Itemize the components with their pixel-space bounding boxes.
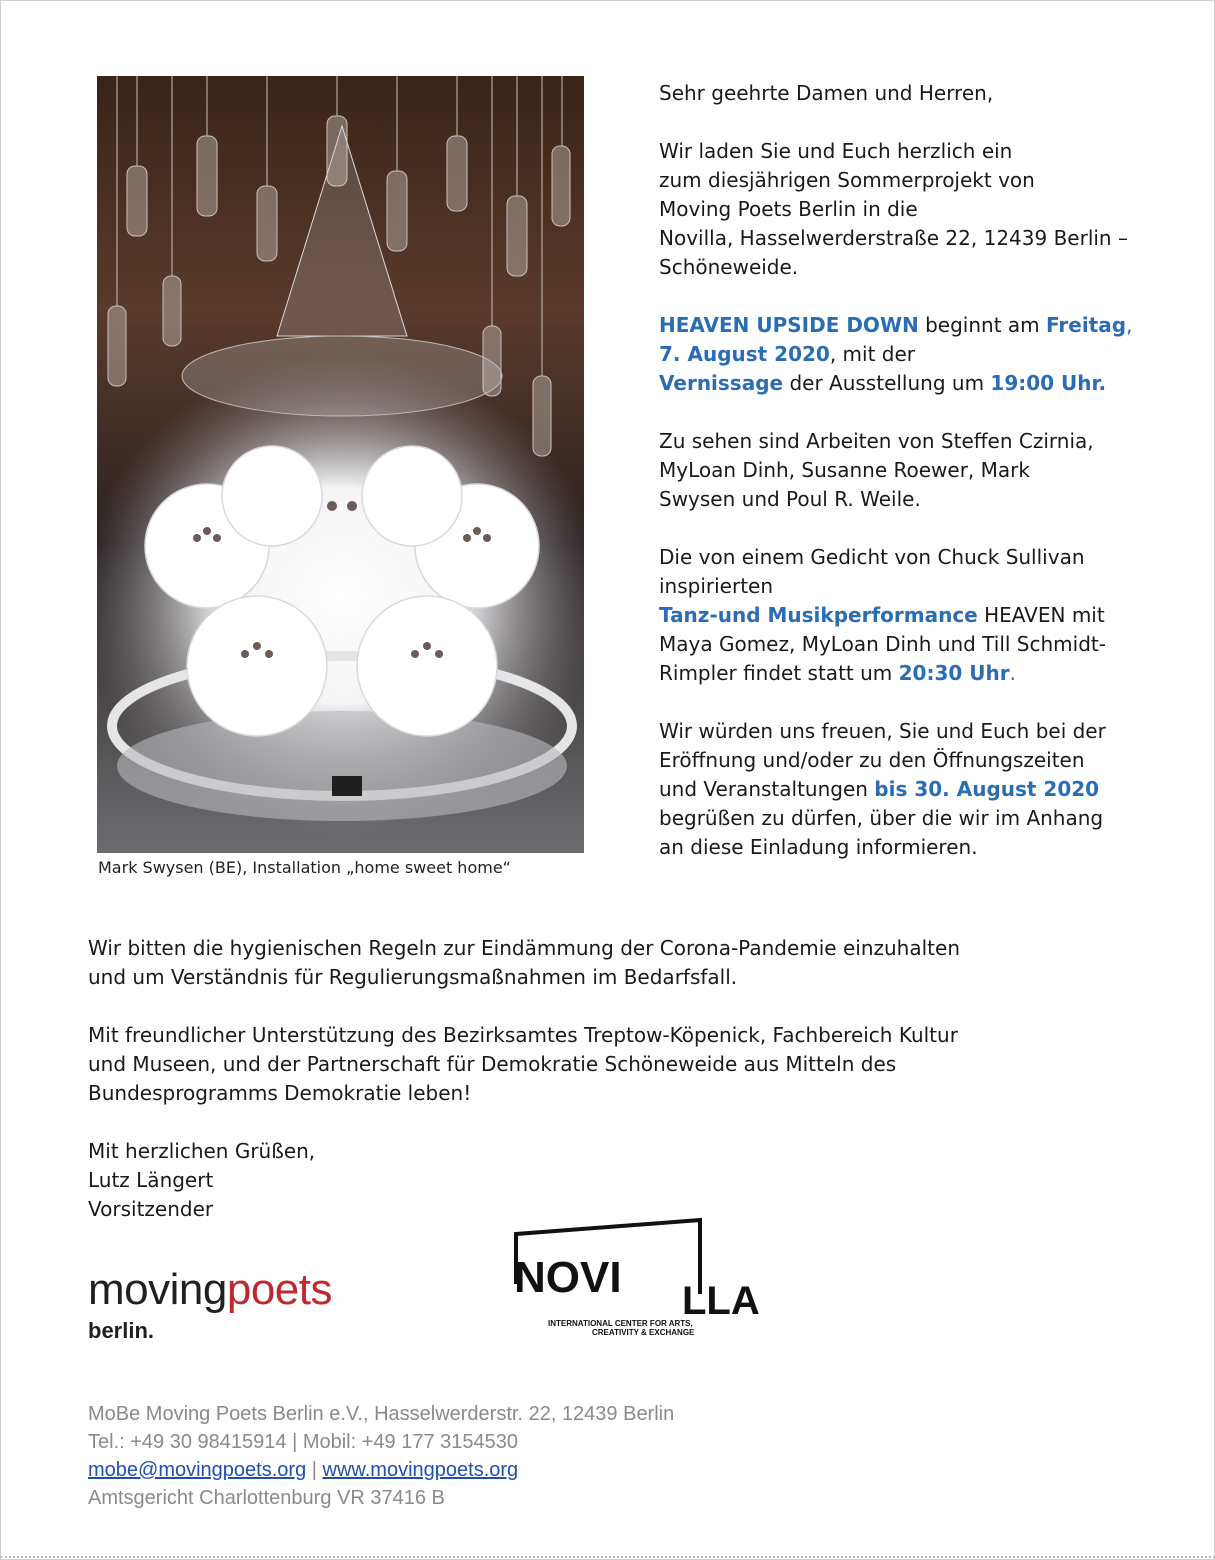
novilla-tagline-2: CREATIVITY & EXCHANGE bbox=[592, 1328, 695, 1337]
support-line: Mit freundlicher Unterstützung des Bezirksamtes Treptow-Köpenick, Fachbereich Kultur bbox=[88, 1023, 958, 1047]
page-bottom-divider bbox=[0, 1556, 1215, 1558]
installation-photo bbox=[97, 76, 584, 853]
footer-address: MoBe Moving Poets Berlin e.V., Hasselwerderstr. 22, 12439 Berlin bbox=[88, 1403, 675, 1425]
invite-line: Moving Poets Berlin in die bbox=[659, 197, 918, 221]
invite-line: Novilla, Hasselwerderstraße 22, 12439 Berlin – bbox=[659, 226, 1128, 250]
opening-time: 19:00 Uhr. bbox=[990, 371, 1107, 395]
performance-line: Maya Gomez, MyLoan Dinh und Till Schmidt- bbox=[659, 632, 1106, 656]
closing-line: Eröffnung und/oder zu den Öffnungszeiten bbox=[659, 748, 1085, 772]
logo-moving-word: moving bbox=[88, 1265, 227, 1314]
logo-city: berlin. bbox=[88, 1318, 155, 1343]
artists-paragraph bbox=[659, 427, 1179, 514]
footer-links bbox=[88, 1456, 674, 1484]
performance-line: Die von einem Gedicht von Chuck Sullivan bbox=[659, 545, 1085, 569]
footer-register: Amtsgericht Charlottenburg VR 37416 B bbox=[88, 1487, 445, 1509]
movingpoets-logo bbox=[88, 1265, 332, 1344]
signoff-line: Mit herzlichen Grüßen, bbox=[88, 1139, 316, 1163]
performance-line: Rimpler findet statt um bbox=[659, 661, 899, 685]
closing-line: Wir würden uns freuen, Sie und Euch bei der bbox=[659, 719, 1106, 743]
novilla-logo-graphic bbox=[510, 1214, 770, 1344]
opening-comma: , bbox=[1126, 313, 1133, 337]
hygiene-paragraph bbox=[88, 934, 1128, 992]
footer-phone: Tel.: +49 30 98415914 | Mobil: +49 177 3154530 bbox=[88, 1431, 518, 1453]
support-line: Bundesprogramms Demokratie leben! bbox=[88, 1081, 472, 1105]
opening-text: beginnt am bbox=[918, 313, 1047, 337]
closing-date: bis 30. August 2020 bbox=[874, 777, 1100, 801]
novilla-tagline-1: INTERNATIONAL CENTER FOR ARTS, bbox=[548, 1319, 693, 1328]
invite-line: Schöneweide. bbox=[659, 255, 799, 279]
photo-caption: Mark Swysen (BE), Installation „home sweet home“ bbox=[98, 858, 511, 877]
signoff bbox=[88, 1137, 1128, 1224]
opening-date: 7. August 2020 bbox=[659, 342, 830, 366]
opening-text: , mit der bbox=[829, 342, 916, 366]
novilla-right: LLA bbox=[682, 1279, 760, 1323]
installation-photo-graphic bbox=[97, 76, 584, 853]
vernissage-label: Vernissage bbox=[659, 371, 784, 395]
website-link[interactable]: www.movingpoets.org bbox=[322, 1459, 519, 1481]
signoff-name: Lutz Längert bbox=[88, 1168, 214, 1192]
support-paragraph bbox=[88, 1021, 1128, 1108]
logo-poets-word: poets bbox=[226, 1265, 332, 1314]
opening-text: der Ausstellung um bbox=[783, 371, 991, 395]
invite-line: Wir laden Sie und Euch herzlich ein bbox=[659, 139, 1013, 163]
artists-line: MyLoan Dinh, Susanne Roewer, Mark bbox=[659, 458, 1030, 482]
support-line: und Museen, und der Partnerschaft für Demokratie Schöneweide aus Mitteln des bbox=[88, 1052, 897, 1076]
closing-line: begrüßen zu dürfen, über die wir im Anhang bbox=[659, 806, 1104, 830]
signoff-role: Vorsitzender bbox=[88, 1197, 214, 1221]
novilla-left: NOVI bbox=[514, 1253, 622, 1302]
hygiene-line: Wir bitten die hygienischen Regeln zur Eindämmung der Corona-Pandemie einzuhalten bbox=[88, 936, 960, 960]
exhibition-title: HEAVEN UPSIDE DOWN bbox=[659, 313, 919, 337]
performance-name: Tanz-und Musikperformance bbox=[659, 603, 978, 627]
email-link[interactable]: mobe@movingpoets.org bbox=[88, 1459, 307, 1481]
invite-line: zum diesjährigen Sommerprojekt von bbox=[659, 168, 1035, 192]
invite-paragraph bbox=[659, 137, 1179, 282]
letter-right-column bbox=[659, 79, 1179, 891]
opening-paragraph bbox=[659, 311, 1179, 398]
artists-line: Zu sehen sind Arbeiten von Steffen Czirnia, bbox=[659, 429, 1094, 453]
closing-line: und Veranstaltungen bbox=[659, 777, 875, 801]
artists-line: Swysen und Poul R. Weile. bbox=[659, 487, 921, 511]
novilla-logo bbox=[510, 1214, 770, 1344]
letter-lower-section bbox=[88, 934, 1128, 1253]
performance-paragraph bbox=[659, 543, 1179, 688]
footer-separator: | bbox=[306, 1459, 323, 1481]
footer bbox=[88, 1400, 674, 1512]
hygiene-line: und um Verständnis für Regulierungsmaßnahmen im Bedarfsfall. bbox=[88, 965, 738, 989]
closing-line: an diese Einladung informieren. bbox=[659, 835, 978, 859]
performance-line: HEAVEN mit bbox=[977, 603, 1105, 627]
opening-day: Freitag bbox=[1046, 313, 1127, 337]
performance-time: 20:30 Uhr bbox=[898, 661, 1010, 685]
greeting: Sehr geehrte Damen und Herren, bbox=[659, 81, 994, 105]
performance-dot: . bbox=[1009, 661, 1016, 685]
performance-line: inspirierten bbox=[659, 574, 774, 598]
closing-right-paragraph bbox=[659, 717, 1179, 862]
